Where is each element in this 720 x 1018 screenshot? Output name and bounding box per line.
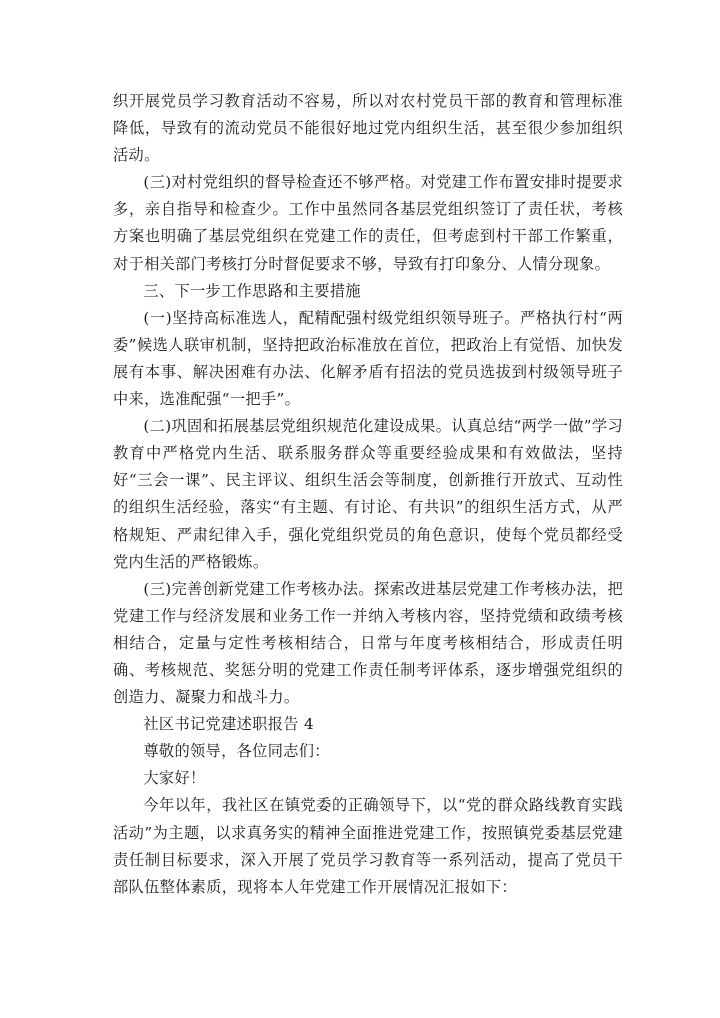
report-title: 社区书记党建述职报告 4 <box>143 715 314 734</box>
paragraph-measure-two: (二)巩固和拓展基层党组织规范化建设成果。认真总结“两学一做”学习教育中严格党内生活、联系服务群众等重要经验成果和有效做法，坚持好“三会一课”、民主评议、组织生活会等制度，创新推行开放式、互动性的组织生活经验，落实“有主题、有讨论、有共识”的组织生活方式，从严格规矩、严肃纪律入手，强化党组织党员的角色意识，使每个党员都经受党内生活的严格锻炼。 <box>113 417 623 571</box>
paragraph-measure-one: (一)坚持高标准选人，配精配强村级党组织领导班子。严格执行村“两委”候选人联审机制，坚持把政治标准放在首位，把政治上有觉悟、加快发展有本事、解决困难有办法、化解矛盾有招法的党员选拔到村级领导班子中来，选准配强“一把手”。 <box>113 308 623 409</box>
section-heading-next-steps: 三、下一步工作思路和主要措施 <box>143 281 361 300</box>
greeting: 大家好！ <box>143 769 206 788</box>
paragraph-continuation: 织开展党员学习教育活动不容易，所以对农村党员干部的教育和管理标准降低，导致有的流动党员不能很好地过党内组织生活，甚至很少参加组织活动。 <box>113 92 623 165</box>
paragraph-report-intro: 今年以年，我社区在镇党委的正确领导下，以“党的群众路线教育实践活动”为主题，以求真务实的精神全面推进党建工作，按照镇党委基层党建责任制目标要求，深入开展了党员学习教育等一系列活动，提高了党员干部队伍整体素质，现将本人年党建工作开展情况汇报如下： <box>113 796 623 896</box>
paragraph-measure-three: (三)完善创新党建工作考核办法。探索改进基层党建工作考核办法，把党建工作与经济发展和业务工作一并纳入考核内容，坚持党绩和政绩考核相结合，定量与定性考核相结合，日常与年度考核相结合，形成责任明确、考核规范、奖惩分明的党建工作责任制考评体系，逐步增强党组织的创造力、凝聚力和战斗力。 <box>113 579 623 707</box>
paragraph-supervision-issue: (三)对村党组织的督导检查还不够严格。对党建工作布置安排时提要求多，亲自指导和检查少。工作中虽然同各基层党组织签订了责任状，考核方案也明确了基层党组织在党建工作的责任，但考虑到村干部工作繁重，对于相关部门考核打分时督促要求不够，导致有打印象分、人情分现象。 <box>113 173 623 273</box>
document-body <box>113 88 623 901</box>
salutation: 尊敬的领导，各位同志们： <box>143 742 330 761</box>
